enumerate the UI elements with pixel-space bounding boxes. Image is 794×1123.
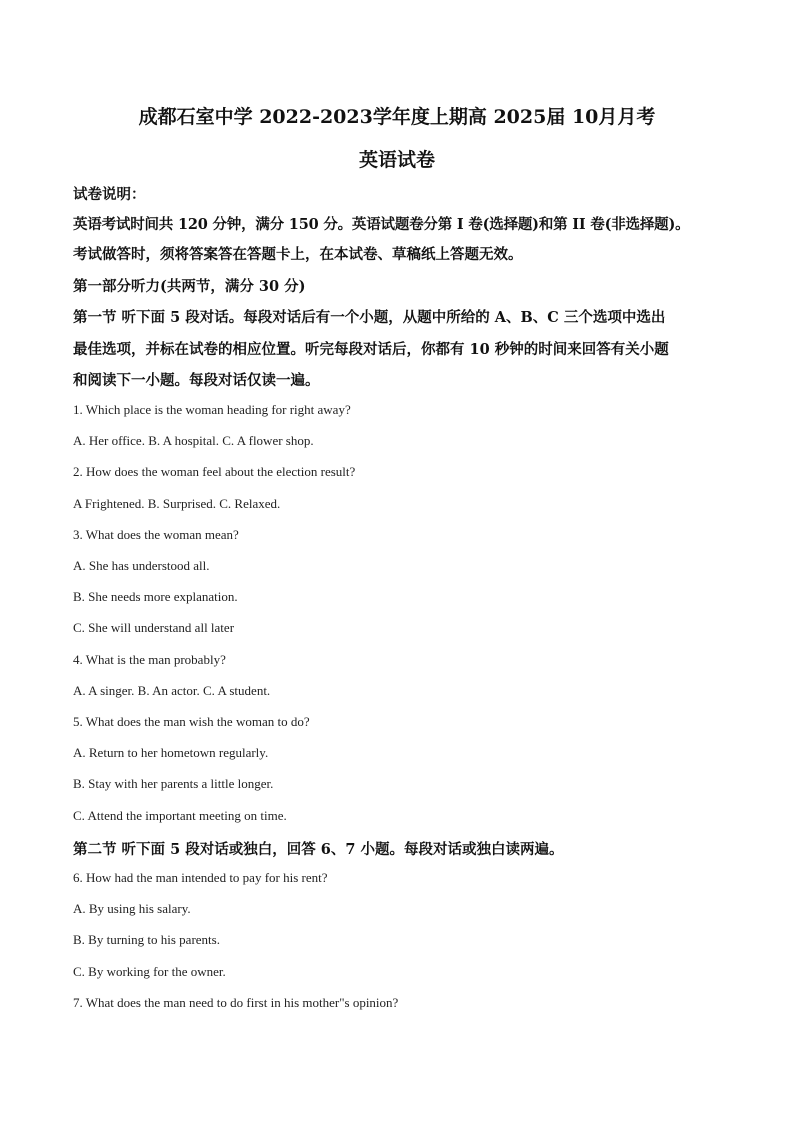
question-5-option-c: C. Attend the important meeting on time. [73, 808, 287, 823]
instructions-line-1: 英语考试时间共 120 分钟，满分 150 分。英语试题卷分第 I 卷(选择题)和第 II 卷(非选择题)。 [73, 216, 690, 233]
question-4-options: A. A singer. B. An actor. C. A student. [73, 683, 271, 698]
question-6-option-a: A. By using his salary. [73, 901, 191, 916]
question-5-option-b: B. Stay with her parents a little longer. [73, 776, 274, 791]
question-5: 5. What does the man wish the woman to do? [73, 714, 310, 729]
exam-title: 成都石室中学 2022-2023学年度上期高 2025届 10月月考 [138, 106, 656, 128]
question-6-option-c: C. By working for the owner. [73, 964, 226, 979]
question-3-option-b: B. She needs more explanation. [73, 589, 238, 604]
question-5-option-a: A. Return to her hometown regularly. [73, 745, 269, 760]
question-1-options: A. Her office. B. A hospital. C. A flower shop. [73, 433, 314, 448]
question-1: 1. Which place is the woman heading for right away? [73, 402, 351, 417]
section1-line-3: 和阅读下一小题。每段对话仅读一遍。 [73, 372, 320, 389]
question-2-options: A Frightened. B. Surprised. C. Relaxed. [73, 496, 281, 511]
section1-line-1: 第一节 听下面 5 段对话。每段对话后有一个小题，从题中所给的 A、B、C 三个选项中选出 [73, 309, 666, 326]
instructions-line-2: 考试做答时，须将答案答在答题卡上，在本试卷、草稿纸上答题无效。 [73, 246, 523, 263]
question-4: 4. What is the man probably? [73, 652, 226, 667]
question-6: 6. How had the man intended to pay for his rent? [73, 870, 328, 885]
part1-heading: 第一部分听力(共两节，满分 30 分) [73, 278, 306, 295]
question-3-option-a: A. She has understood all. [73, 558, 210, 573]
section1-line-2: 最佳选项，并标在试卷的相应位置。听完每段对话后，你都有 10 秒钟的时间来回答有关小题 [73, 341, 669, 358]
question-6-option-b: B. By turning to his parents. [73, 932, 220, 947]
section2-heading: 第二节 听下面 5 段对话或独白，回答 6、7 小题。每段对话或独白读两遍。 [73, 841, 564, 858]
question-2: 2. How does the woman feel about the election result? [73, 464, 356, 479]
instructions-heading: 试卷说明： [73, 186, 146, 203]
question-3: 3. What does the woman mean? [73, 527, 239, 542]
question-3-option-c: C. She will understand all later [73, 620, 235, 635]
exam-subtitle: 英语试卷 [358, 149, 435, 171]
question-7: 7. What does the man need to do first in his mother"s opinion? [73, 995, 399, 1010]
